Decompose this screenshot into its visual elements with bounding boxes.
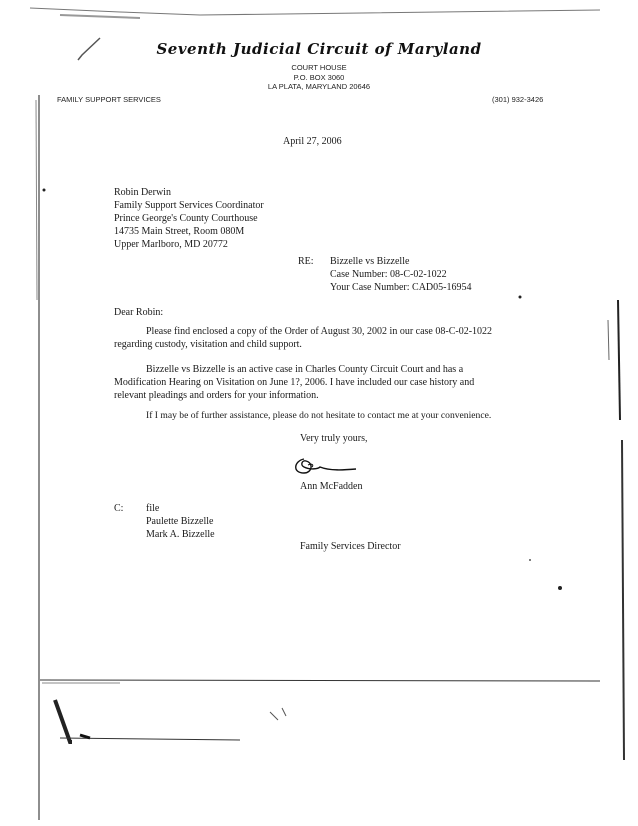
signer-title: Family Services Director: [300, 541, 401, 552]
paragraph-2-line-3: relevant pleadings and orders for your information.: [114, 390, 319, 401]
letter-date: April 27, 2006: [283, 136, 342, 147]
department-label: FAMILY SUPPORT SERVICES: [57, 95, 161, 104]
signer-name: Ann McFadden: [300, 481, 363, 492]
cc-line-1: file: [146, 503, 160, 514]
handwritten-signature: [290, 453, 360, 479]
salutation: Dear Robin:: [114, 307, 164, 318]
address-line-3: LA PLATA, MARYLAND 20646: [267, 82, 371, 91]
recipient-line-2: Family Support Services Coordinator: [114, 200, 264, 211]
recipient-line-3: Prince George's County Courthouse: [114, 213, 258, 224]
cc-line-2: Paulette Bizzelle: [146, 516, 214, 527]
address-line-2: P.O. BOX 3060: [293, 73, 345, 82]
recipient-line-5: Upper Marlboro, MD 20772: [114, 239, 228, 250]
recipient-line-1: Robin Derwin: [114, 187, 171, 198]
address-line-1: COURT HOUSE: [291, 63, 347, 72]
paragraph-3-line-1: If I may be of further assistance, please do not hesitate to contact me at your convenience.: [146, 410, 492, 421]
re-label: RE:: [298, 256, 314, 267]
paragraph-2-line-2: Modification Hearing on Visitation on June 1?, 2006. I have included our case history and: [114, 377, 475, 388]
cc-line-3: Mark A. Bizzelle: [146, 529, 215, 540]
re-line-3: Your Case Number: CAD05-16954: [330, 282, 472, 293]
recipient-line-4: 14735 Main Street, Room 080M: [114, 226, 245, 237]
re-line-1: Bizzelle vs Bizzelle: [330, 256, 410, 267]
paragraph-1-line-1: Please find enclosed a copy of the Order of August 30, 2002 in our case 08-C-02-1022: [146, 326, 493, 337]
phone-number: (301) 932-3426: [492, 95, 544, 104]
closing: Very truly yours,: [300, 433, 368, 444]
paragraph-2-line-1: Bizzelle vs Bizzelle is an active case in Charles County Circuit Court and has a: [146, 364, 464, 375]
paragraph-1-line-2: regarding custody, visitation and child support.: [114, 339, 302, 350]
re-line-2: Case Number: 08-C-02-1022: [330, 269, 447, 280]
cc-label: C:: [114, 503, 124, 514]
court-name-heading: Seventh Judicial Circuit of Maryland: [156, 40, 482, 58]
